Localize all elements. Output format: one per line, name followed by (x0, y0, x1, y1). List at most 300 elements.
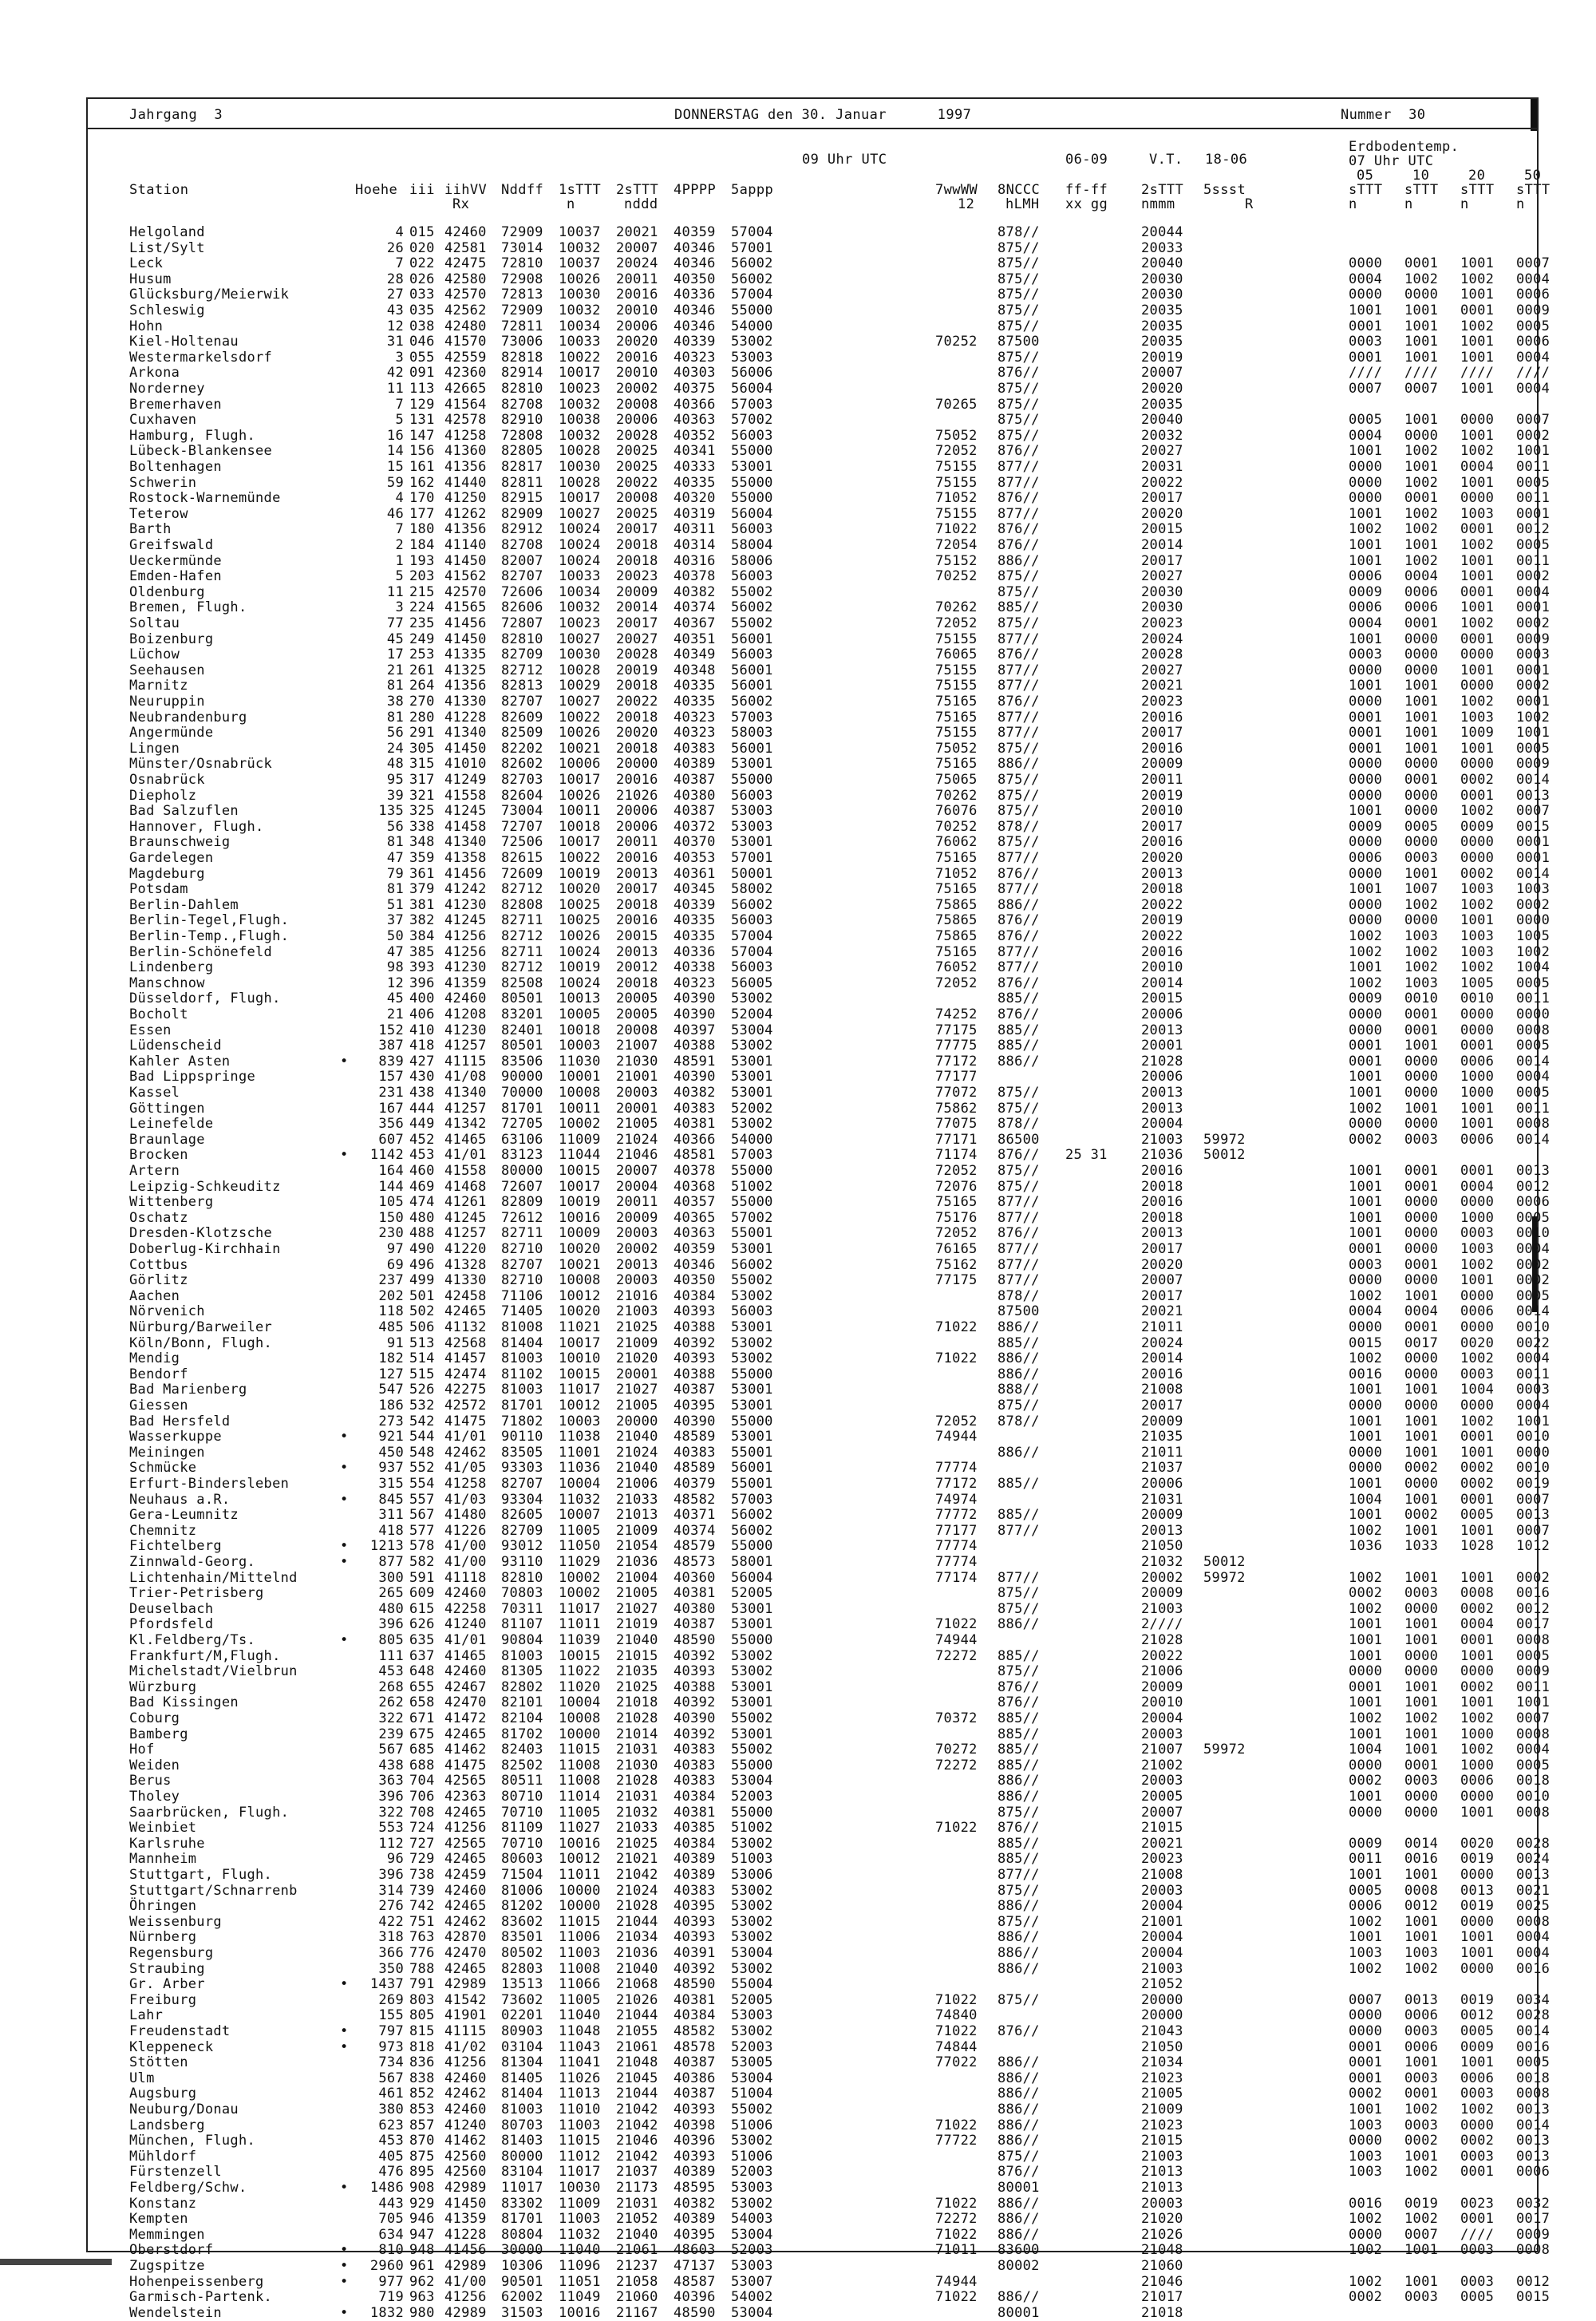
cell-w7: 77772 (935, 1507, 978, 1524)
cell-s1: 11020 (559, 1678, 601, 1695)
cell-nddff: 80710 (501, 1789, 543, 1805)
cell-nddff: 82711 (501, 943, 543, 960)
cell-d05: 0001 (1349, 1241, 1383, 1257)
cell-t2: 20016 (1141, 709, 1183, 726)
cell-d50: 0002 (1516, 568, 1551, 585)
cell-n8: 875// (998, 1585, 1040, 1602)
cell-n8: 876// (998, 975, 1040, 991)
cell-d05: 1001 (1349, 1209, 1383, 1226)
cell-station: Bad Lippspringe (129, 1069, 256, 1085)
cell-t2: 21037 (1141, 1460, 1183, 1477)
cell-iii: 838 (409, 2070, 435, 2086)
cell-d05: 1001 (1349, 443, 1383, 460)
cell-a5: 57004 (731, 943, 773, 960)
cell-hoehe: 230 (378, 1225, 404, 1242)
cell-d05: 0000 (1349, 2226, 1383, 2243)
sub-soil-20: n (1460, 196, 1469, 212)
cell-w7: 77174 (935, 1569, 978, 1586)
cell-p4: 48590 (674, 2304, 716, 2321)
cell-nddff: 81008 (501, 1319, 543, 1335)
cell-iihvv: 41359 (444, 2211, 487, 2228)
cell-p4: 40319 (674, 505, 716, 522)
cell-d10: 0013 (1404, 1991, 1439, 2008)
cell-hoehe: 15 (386, 459, 404, 475)
cell-n8: 877// (998, 1522, 1040, 1539)
cell-iii: 280 (409, 709, 435, 726)
cell-t2: 20032 (1141, 427, 1183, 444)
cell-a5: 56006 (731, 365, 773, 382)
cell-p4: 40370 (674, 834, 716, 851)
cell-s2: 20017 (616, 881, 658, 898)
cell-p4: 40385 (674, 1820, 716, 1837)
cell-d20: 1001 (1460, 349, 1495, 366)
table-row (88, 412, 1551, 429)
cell-station: Bremerhaven (129, 396, 222, 413)
cell-s1: 10017 (559, 1334, 601, 1351)
cell-d05: 1002 (1349, 2211, 1383, 2228)
cell-s5: 59972 (1203, 1569, 1246, 1586)
cell-s1: 11003 (559, 1945, 601, 1961)
cell-w7: 76165 (935, 1241, 978, 1257)
cell-d10: 0014 (1404, 1835, 1439, 1852)
cell-station: Hohn (129, 318, 164, 334)
cell-mark: • (340, 2242, 349, 2259)
cell-a5: 53001 (731, 1678, 773, 1695)
cell-d10: 0002 (1404, 1460, 1439, 1477)
cell-d20: 0003 (1460, 2086, 1495, 2102)
cell-d05: 1001 (1349, 678, 1383, 694)
cell-p4: 40395 (674, 1398, 716, 1414)
cell-hoehe: 366 (378, 1945, 404, 1961)
cell-a5: 56003 (731, 521, 773, 538)
cell-station: Köln/Bonn, Flugh. (129, 1334, 273, 1351)
cell-iihvv: 41440 (444, 474, 487, 491)
cell-a5: 53002 (731, 2195, 773, 2212)
cell-n8: 876// (998, 2023, 1040, 2039)
cell-w7: 74944 (935, 1429, 978, 1445)
cell-w7: 76076 (935, 803, 978, 820)
cell-w7: 77175 (935, 1272, 978, 1289)
cell-nddff: 80501 (501, 990, 543, 1007)
cell-hoehe: 135 (378, 803, 404, 820)
cell-a5: 53001 (731, 1600, 773, 1617)
cell-a5: 54000 (731, 318, 773, 334)
cell-d05: 1001 (1349, 1163, 1383, 1179)
cell-station: Lüdenscheid (129, 1038, 222, 1054)
table-row (88, 1632, 1551, 1649)
cell-d20: 0009 (1460, 818, 1495, 835)
cell-nddff: 72707 (501, 818, 543, 835)
cell-station: Schmücke (129, 1460, 197, 1477)
cell-iihvv: 41450 (444, 2195, 487, 2212)
cell-t2: 20014 (1141, 537, 1183, 553)
cell-p4: 40333 (674, 459, 716, 475)
cell-iihvv: 41472 (444, 1710, 487, 1726)
cell-s1: 11010 (559, 2102, 601, 2117)
cell-iihvv: 42568 (444, 1334, 487, 1351)
cell-p4: 40383 (674, 1773, 716, 1789)
table-row (88, 1178, 1551, 1196)
cell-iii: 055 (409, 349, 435, 366)
cell-s2: 21052 (616, 2211, 658, 2228)
cell-nddff: 90501 (501, 2273, 543, 2290)
cell-s2: 20020 (616, 725, 658, 741)
cell-n8: 888// (998, 1382, 1040, 1398)
cell-nddff: 93303 (501, 1460, 543, 1477)
cell-station: Westermarkelsdorf (129, 349, 273, 366)
cell-t2: 20035 (1141, 396, 1183, 413)
cell-iii: 727 (409, 1835, 435, 1852)
table-row (88, 1600, 1551, 1618)
table-row (88, 1163, 1551, 1180)
cell-n8: 877// (998, 850, 1040, 866)
cell-s1: 10028 (559, 474, 601, 491)
cell-p4: 40367 (674, 615, 716, 631)
cell-w7: 74844 (935, 2038, 978, 2055)
cell-iii: 908 (409, 2180, 435, 2196)
cell-iihvv: 42989 (444, 1976, 487, 1993)
cell-n8: 886// (998, 2086, 1040, 2102)
cell-hoehe: 81 (386, 678, 404, 694)
cell-iii: 430 (409, 1069, 435, 1085)
cell-hoehe: 845 (378, 1491, 404, 1508)
cell-a5: 57003 (731, 1491, 773, 1508)
cell-s1: 10022 (559, 709, 601, 726)
cell-iihvv: 41542 (444, 1991, 487, 2008)
cell-s1: 10000 (559, 1882, 601, 1899)
cell-d20: //// (1460, 365, 1495, 382)
cell-station: Osnabrück (129, 772, 205, 788)
cell-p4: 40393 (674, 1913, 716, 1930)
scan-edge (0, 2259, 112, 2265)
table-row (88, 397, 1537, 413)
col-iihvv: iihVV (444, 182, 488, 198)
cell-d50: 0011 (1516, 1366, 1551, 1382)
cell-t2: 20001 (1141, 1038, 1183, 1054)
cell-hoehe: 634 (378, 2226, 404, 2243)
table-row (88, 725, 1551, 741)
cell-station: Nürburg/Barweiler (129, 1319, 273, 1335)
cell-n8: 886// (998, 2102, 1040, 2117)
cell-nddff: 82710 (501, 1241, 543, 1257)
cell-d20: 0000 (1460, 412, 1495, 429)
cell-d50: 0004 (1516, 1929, 1551, 1946)
cell-p4: 40361 (674, 865, 716, 882)
cell-iihvv: 42570 (444, 583, 487, 600)
cell-s2: 21034 (616, 1929, 658, 1946)
cell-d50: 0001 (1516, 599, 1551, 616)
cell-s2: 20023 (616, 568, 658, 585)
cell-d50: 0005 (1516, 1757, 1551, 1773)
cell-p4: 40397 (674, 1022, 716, 1038)
cell-t2: 20000 (1141, 2007, 1183, 2024)
cell-s1: 11041 (559, 2054, 601, 2071)
cell-iii: 532 (409, 1398, 435, 1414)
cell-d10: 1002 (1404, 1710, 1439, 1726)
cell-d05: 0003 (1349, 646, 1383, 663)
cell-p4: 40383 (674, 1100, 716, 1117)
cell-s1: 10017 (559, 490, 601, 507)
cell-d20: 1001 (1460, 662, 1495, 678)
cell-iii: 270 (409, 694, 435, 710)
cell-station: Meiningen (129, 1444, 205, 1461)
cell-iii: 453 (409, 1147, 435, 1164)
cell-hoehe: 607 (378, 1131, 404, 1148)
cell-d10: 1002 (1404, 505, 1439, 522)
cell-d10: 1001 (1404, 865, 1439, 882)
cell-s1: 10008 (559, 1710, 601, 1726)
cell-d05: 1001 (1349, 1507, 1383, 1524)
cell-station: Ueckermünde (129, 552, 222, 569)
cell-p4: 40388 (674, 1366, 716, 1382)
cell-n8: 877// (998, 631, 1040, 647)
cell-s1: 11008 (559, 1757, 601, 1773)
cell-d10: 1002 (1404, 552, 1439, 569)
cell-nddff: 82707 (501, 1256, 543, 1273)
cell-p4: 40383 (674, 1444, 716, 1461)
table-row (88, 1960, 1551, 1978)
cell-station: Leipzig-Schkeuditz (129, 1178, 281, 1195)
cell-hoehe: 48 (386, 756, 404, 773)
cell-station: Neuhaus a.R. (129, 1491, 231, 1508)
table-row (88, 1085, 1551, 1101)
cell-iihvv: 41462 (444, 1742, 487, 1758)
cell-d10: 1001 (1404, 1287, 1439, 1304)
cell-d50: 0005 (1516, 2054, 1551, 2071)
cell-station: Kl.Feldberg/Ts. (129, 1632, 256, 1648)
cell-t2: 21034 (1141, 2054, 1183, 2071)
cell-s2: 20028 (616, 427, 658, 444)
cell-hoehe: 91 (386, 1334, 404, 1351)
cell-s2: 20017 (616, 615, 658, 631)
cell-hoehe: 318 (378, 1929, 404, 1946)
cell-hoehe: 350 (378, 1960, 404, 1977)
cell-nddff: 81404 (501, 1334, 543, 1351)
cell-d50: 0000 (1516, 1444, 1551, 1461)
cell-iii: 688 (409, 1757, 435, 1773)
cell-s1: 11032 (559, 2226, 601, 2243)
table-row (88, 1366, 1551, 1383)
cell-t2: 20003 (1141, 1726, 1183, 1742)
cell-d05: 0000 (1349, 865, 1383, 882)
cell-p4: 40390 (674, 1413, 716, 1429)
cell-iii: 582 (409, 1554, 435, 1570)
cell-s2: 20018 (616, 975, 658, 991)
cell-d50: 0009 (1516, 756, 1551, 773)
sub-soil-05: n (1349, 196, 1357, 212)
table-row (88, 1491, 1551, 1508)
cell-d20: 0019 (1460, 1898, 1495, 1915)
cell-iihvv: 41240 (444, 1616, 487, 1633)
cell-t2: 20022 (1141, 474, 1183, 491)
cell-hoehe: 37 (386, 912, 404, 929)
cell-station: Bamberg (129, 1726, 188, 1742)
cell-station: Münster/Osnabrück (129, 756, 273, 773)
cell-s2: 21040 (616, 1460, 658, 1477)
cell-n8: 885// (998, 1710, 1040, 1726)
cell-p4: 40303 (674, 365, 716, 382)
cell-nddff: 72609 (501, 865, 543, 882)
cell-a5: 55001 (731, 1476, 773, 1492)
table-row (88, 1148, 1537, 1164)
cell-d05: 1002 (1349, 1287, 1383, 1304)
cell-s1: 11013 (559, 2086, 601, 2102)
cell-hoehe: 112 (378, 1835, 404, 1852)
cell-d05: 0000 (1349, 1460, 1383, 1477)
cell-d10: 0001 (1404, 255, 1439, 272)
cell-d05: 1002 (1349, 2242, 1383, 2259)
cell-d20: 1002 (1460, 1350, 1495, 1367)
cell-n8: 875// (998, 396, 1040, 413)
cell-d10: 1002 (1404, 1960, 1439, 1977)
cell-nddff: 72909 (501, 302, 543, 318)
cell-station: Wendelstein (129, 2304, 222, 2321)
cell-n8: 875// (998, 787, 1040, 804)
cell-hoehe: 81 (386, 834, 404, 851)
cell-d10: 0000 (1404, 662, 1439, 678)
cell-d10: 0000 (1404, 1116, 1439, 1133)
cell-iihvv: 41/02 (444, 2038, 487, 2055)
cell-nddff: 82910 (501, 412, 543, 429)
cell-d20: 0003 (1460, 2273, 1495, 2290)
cell-w7: 72076 (935, 1178, 978, 1195)
cell-nddff: 83505 (501, 1444, 543, 1461)
cell-nddff: 82808 (501, 896, 543, 913)
cell-hoehe: 422 (378, 1913, 404, 1930)
cell-s1: 10004 (559, 1476, 601, 1492)
cell-a5: 55000 (731, 1413, 773, 1429)
cell-iii: 091 (409, 365, 435, 382)
cell-a5: 56003 (731, 1303, 773, 1320)
cell-nddff: 30000 (501, 2242, 543, 2259)
cell-nddff: 82711 (501, 912, 543, 929)
cell-d20: 0019 (1460, 1851, 1495, 1868)
cell-d10: 0001 (1404, 1006, 1439, 1022)
cell-hoehe: 268 (378, 1678, 404, 1695)
cell-d05: 0003 (1349, 1256, 1383, 1273)
cell-nddff: 83302 (501, 2195, 543, 2212)
cell-nddff: 80703 (501, 2117, 543, 2133)
cell-nddff: 82708 (501, 396, 543, 413)
cell-s1: 10025 (559, 912, 601, 929)
cell-n8: 875// (998, 1913, 1040, 1930)
cell-iii: 502 (409, 1303, 435, 1320)
cell-iihvv: 42465 (444, 1303, 487, 1320)
cell-w7: 77177 (935, 1522, 978, 1539)
cell-nddff: 80502 (501, 1945, 543, 1961)
cell-d05: 1001 (1349, 1069, 1383, 1085)
cell-d20: 1002 (1460, 2102, 1495, 2117)
cell-nddff: 70311 (501, 1600, 543, 1617)
cell-d10: 1001 (1404, 1726, 1439, 1742)
cell-a5: 55000 (731, 1538, 773, 1555)
cell-d20: 1002 (1460, 959, 1495, 976)
cell-hoehe: 461 (378, 2086, 404, 2102)
cell-p4: 40374 (674, 1522, 716, 1539)
cell-iii: 658 (409, 1694, 435, 1711)
cell-d20: 1001 (1460, 1647, 1495, 1664)
cell-iii: 815 (409, 2023, 435, 2039)
cell-iihvv: 41258 (444, 427, 487, 444)
cell-p4: 40375 (674, 381, 716, 397)
cell-nddff: 90000 (501, 1069, 543, 1085)
cell-d05: 0000 (1349, 459, 1383, 475)
table-row (88, 756, 1551, 773)
cell-s1: 10028 (559, 662, 601, 678)
table-row (88, 2086, 1551, 2102)
cell-iii: 776 (409, 1945, 435, 1961)
table-row (88, 1726, 1551, 1743)
cell-iihvv: 41230 (444, 959, 487, 976)
cell-n8: 876// (998, 912, 1040, 929)
table-row (88, 896, 1551, 914)
cell-s2: 20005 (616, 1006, 658, 1022)
cell-hoehe: 1437 (369, 1976, 404, 1993)
cell-hoehe: 405 (378, 2148, 404, 2165)
cell-nddff: 11017 (501, 2180, 543, 2196)
cell-hoehe: 105 (378, 1194, 404, 1211)
cell-iihvv: 42258 (444, 1600, 487, 1617)
cell-iihvv: 41220 (444, 1241, 487, 1257)
cell-mark: • (340, 1147, 349, 1164)
cell-d20: 1001 (1460, 568, 1495, 585)
cell-w7: 75165 (935, 694, 978, 710)
cell-d10: 0010 (1404, 990, 1439, 1007)
cell-d10: 1001 (1404, 1678, 1439, 1695)
cell-d05: 1001 (1349, 1194, 1383, 1211)
cell-t2: 20030 (1141, 271, 1183, 287)
cell-p4: 40396 (674, 2133, 716, 2149)
cell-d10: 1001 (1404, 1413, 1439, 1429)
cell-d50: 0002 (1516, 896, 1551, 913)
cell-iihvv: 41115 (444, 1053, 487, 1070)
table-row (88, 1569, 1551, 1587)
cell-iihvv: 41558 (444, 1163, 487, 1179)
cell-d10: 0001 (1404, 1022, 1439, 1038)
table-row (88, 803, 1551, 820)
cell-station: Arkona (129, 365, 180, 382)
cell-p4: 40353 (674, 850, 716, 866)
cell-iihvv: 41242 (444, 881, 487, 898)
cell-t2: 21052 (1141, 1976, 1183, 1993)
cell-nddff: 82007 (501, 552, 543, 569)
cell-d10: 0007 (1404, 2226, 1439, 2243)
cell-iii: 577 (409, 1522, 435, 1539)
cell-a5: 57003 (731, 1147, 773, 1164)
cell-s1: 11011 (559, 1867, 601, 1883)
cell-d10: 0006 (1404, 2007, 1439, 2024)
cell-t2: 20007 (1141, 1272, 1183, 1289)
cell-d05: 1001 (1349, 881, 1383, 898)
cell-nddff: 82711 (501, 1225, 543, 1242)
cell-hoehe: 567 (378, 1742, 404, 1758)
cell-d50: 0028 (1516, 2007, 1551, 2024)
cell-s2: 20020 (616, 334, 658, 350)
cell-iihvv: 41257 (444, 1100, 487, 1117)
cell-station: Lindenberg (129, 959, 214, 976)
table-row (88, 2259, 1537, 2275)
cell-d05: 1001 (1349, 1694, 1383, 1711)
cell-w7: 77177 (935, 1069, 978, 1085)
cell-station: Görlitz (129, 1272, 188, 1289)
cell-d50: 0006 (1516, 287, 1551, 303)
cell-s2: 20019 (616, 662, 658, 678)
cell-iihvv: 41245 (444, 912, 487, 929)
cell-d05: 0011 (1349, 1851, 1383, 1868)
cell-nddff: 80501 (501, 1038, 543, 1054)
cell-d50: 0015 (1516, 818, 1551, 835)
cell-d05: 0001 (1349, 349, 1383, 366)
